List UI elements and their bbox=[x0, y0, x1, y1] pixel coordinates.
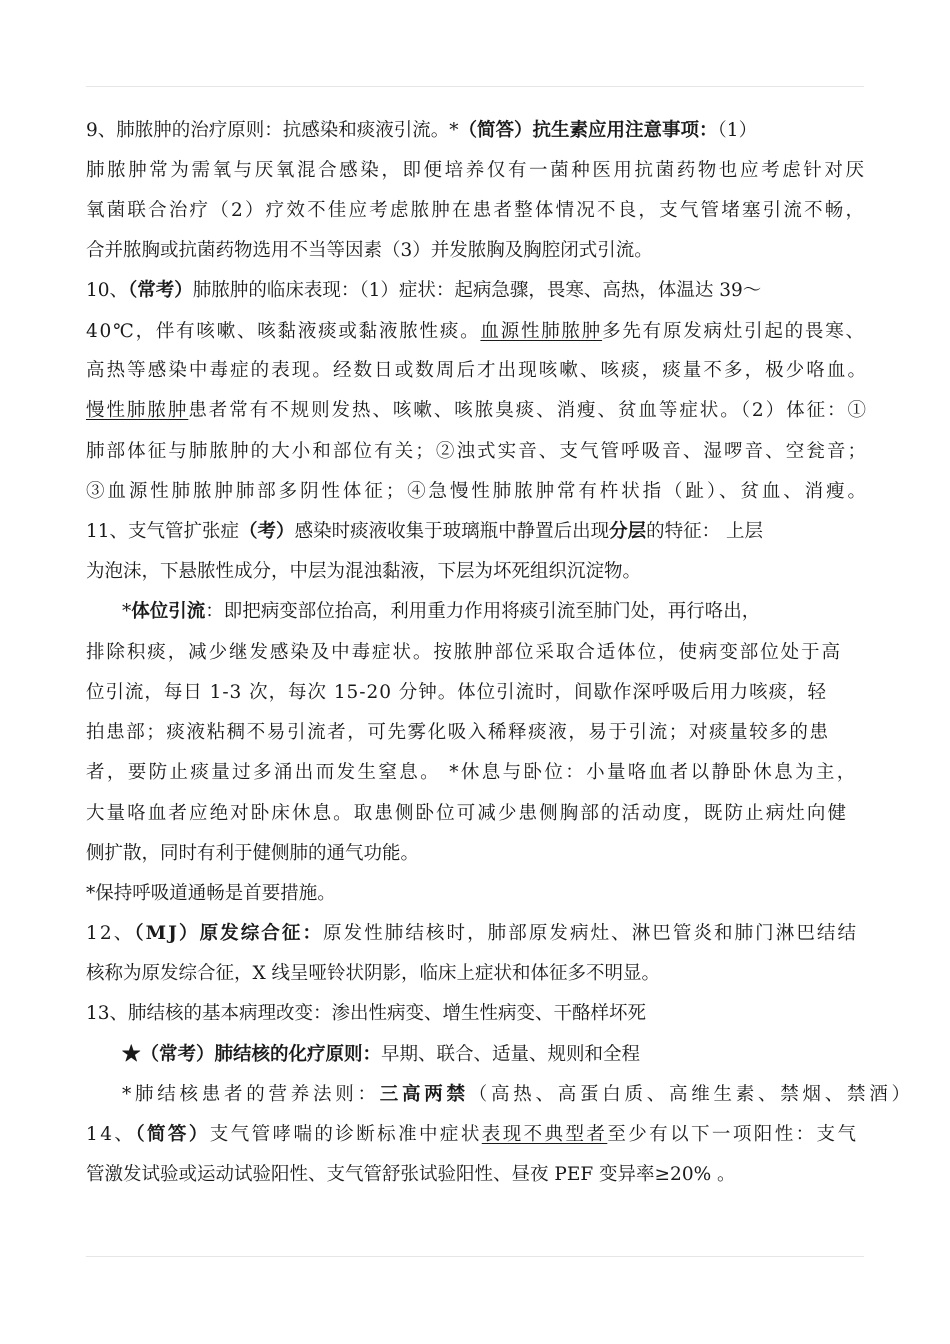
text-run: 肺部体征与肺脓肿的大小和部位有关；②浊式实音、支气管呼吸音、湿啰音、空瓮音； bbox=[86, 441, 869, 462]
text-run: ：即把病变部位抬高，利用重力作用将痰引流至肺门处，再行咯出， bbox=[205, 601, 761, 622]
text-line bbox=[86, 398, 868, 424]
text-run: （1） bbox=[717, 120, 758, 141]
text-run: 排除积痰，减少继发感染及中毒症状。按脓肿部位采取合适体位，使病变部位处于高 bbox=[86, 642, 842, 663]
text-line bbox=[86, 881, 336, 907]
text-line bbox=[86, 198, 866, 224]
text-line bbox=[86, 439, 868, 465]
text-line bbox=[86, 278, 761, 304]
text-line bbox=[86, 801, 848, 827]
text-line bbox=[86, 1001, 646, 1027]
text-run: 高热等感染中毒症的表现。经数日或数周后才出现咳嗽、咳痰，痰量不多，极少咯血。 bbox=[86, 360, 869, 381]
text-run: 9、肺脓肿的治疗原则：抗感染和痰液引流。* bbox=[86, 120, 459, 141]
text-run: 表现不典型者 bbox=[481, 1124, 608, 1145]
text-run: 管激发试验或运动试验阳性、支气管舒张试验阳性、昼夜 PEF 变异率≥20% 。 bbox=[86, 1164, 736, 1185]
text-run: 分层 bbox=[609, 521, 647, 542]
text-run: 核称为原发综合征，X 线呈哑铃状阴影，临床上症状和体征多不明显。 bbox=[86, 963, 661, 984]
text-line bbox=[86, 921, 858, 947]
text-line bbox=[122, 599, 760, 625]
text-run: 侧扩散，同时有利于健侧肺的通气功能。 bbox=[86, 843, 420, 864]
text-run: （常考） bbox=[128, 280, 193, 301]
text-run: ③血源性肺脓肿肺部多阴性体征；④急慢性肺脓肿常有杵状指（趾）、贫血、消瘦。 bbox=[86, 481, 869, 502]
text-run: 者，要防止痰量过多涌出而发生窒息。 *休息与卧位：小量咯血者以静卧休息为主， bbox=[86, 762, 858, 783]
text-line bbox=[86, 640, 842, 666]
text-line bbox=[86, 519, 763, 545]
text-line bbox=[86, 1122, 858, 1148]
text-line bbox=[86, 319, 866, 345]
text-line bbox=[122, 1042, 640, 1068]
text-run: 早期、联合、适量、规则和全程 bbox=[381, 1044, 641, 1065]
text-run: 原发性肺结核时，肺部原发病灶、淋巴管炎和肺门淋巴结结 bbox=[323, 923, 859, 944]
text-run: 40℃，伴有咳嗽、咳黏液痰或黏液脓性痰。 bbox=[86, 321, 481, 342]
text-run: 患者常有不规则发热、咳嗽、咳脓臭痰、消瘦、贫血等症状。（2）体征：① bbox=[188, 400, 868, 421]
text-line bbox=[86, 680, 827, 706]
text-run: （MJ）原发综合征： bbox=[134, 923, 324, 944]
text-line bbox=[86, 720, 830, 746]
text-line bbox=[86, 760, 858, 786]
text-line bbox=[86, 1162, 736, 1188]
text-run: 三高两禁 bbox=[379, 1084, 469, 1105]
text-run: 拍患部；痰液粘稠不易引流者，可先雾化吸入稀释痰液，易于引流；对痰量较多的患 bbox=[86, 722, 830, 743]
text-run: （考） bbox=[239, 521, 295, 542]
text-run: 慢性肺脓肿 bbox=[86, 400, 189, 421]
text-run: 血源性肺脓肿 bbox=[480, 321, 603, 342]
text-run: 感染时痰液收集于玻璃瓶中静置后出现 bbox=[294, 521, 610, 542]
top-divider bbox=[86, 86, 864, 87]
text-run: （简答） bbox=[135, 1124, 210, 1145]
text-run: ★（常考）肺结核的化疗原则： bbox=[122, 1044, 382, 1065]
text-line bbox=[86, 358, 868, 384]
text-run: 体位引流 bbox=[131, 601, 206, 622]
text-line bbox=[86, 559, 641, 585]
text-run: *保持呼吸道通畅是首要措施。 bbox=[86, 883, 336, 904]
text-run: 12、 bbox=[86, 923, 135, 944]
text-run: 的特征： 上层 bbox=[646, 521, 763, 542]
text-run: 10、 bbox=[86, 280, 129, 301]
text-run: 合并脓胸或抗菌药物选用不当等因素（3）并发脓胸及胸腔闭式引流。 bbox=[86, 240, 653, 261]
text-line bbox=[86, 841, 419, 867]
text-line bbox=[122, 1082, 914, 1108]
bottom-divider bbox=[86, 1256, 864, 1257]
text-line bbox=[86, 158, 867, 184]
text-run: 14、 bbox=[86, 1124, 136, 1145]
text-run: 氧菌联合治疗（2）疗效不佳应考虑脓肿在患者整体情况不良，支气管堵塞引流不畅， bbox=[86, 200, 867, 221]
text-run: 肺脓肿的临床表现：（1）症状：起病急骤，畏寒、高热，体温达 39～ bbox=[192, 280, 762, 301]
text-line bbox=[86, 118, 757, 144]
text-run: 13、肺结核的基本病理改变：渗出性病变、增生性病变、干酪样坏死 bbox=[86, 1003, 647, 1024]
text-run: 至少有以下一项阳性：支气 bbox=[607, 1124, 859, 1145]
text-run: 多先有原发病灶引起的畏寒、 bbox=[602, 321, 866, 342]
text-run: 大量咯血者应绝对卧床休息。取患侧卧位可减少患侧胸部的活动度，既防止病灶向健 bbox=[86, 803, 849, 824]
text-run: 为泡沫，下悬脓性成分，中层为混浊黏液，下层为坏死组织沉淀物。 bbox=[86, 561, 642, 582]
text-run: 11、支气管扩张症 bbox=[86, 521, 240, 542]
text-line bbox=[86, 238, 653, 264]
text-line bbox=[86, 961, 660, 987]
text-run: 位引流，每日 1-3 次，每次 15-20 分钟。体位引流时，间歇作深呼吸后用力咳痰，轻 bbox=[86, 682, 827, 703]
text-run: 肺脓肿常为需氧与厌氧混合感染，即便培养仅有一菌种医用抗菌药物也应考虑针对厌 bbox=[86, 160, 867, 181]
text-run: 支气管哮喘的诊断标准中症状 bbox=[209, 1124, 482, 1145]
text-run: * bbox=[122, 601, 132, 622]
text-run: *肺结核患者的营养法则： bbox=[122, 1084, 380, 1105]
text-run: （简答）抗生素应用注意事项： bbox=[458, 120, 718, 141]
text-run: （高热、高蛋白质、高维生素、禁烟、禁酒） bbox=[468, 1084, 914, 1105]
text-line bbox=[86, 479, 869, 505]
